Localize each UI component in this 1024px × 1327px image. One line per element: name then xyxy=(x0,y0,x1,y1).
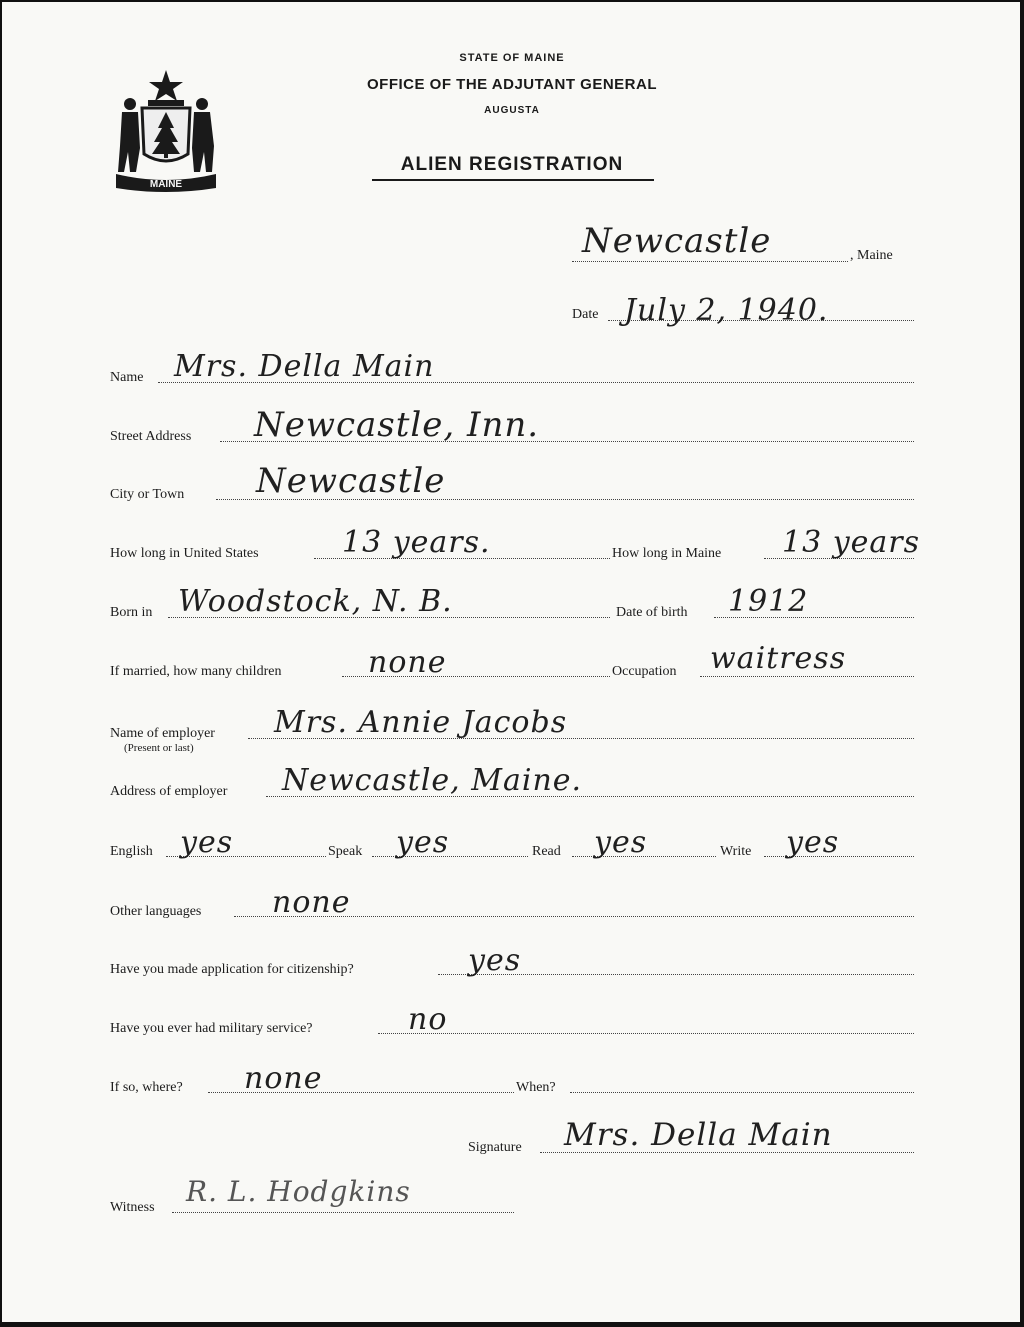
svg-text:MAINE: MAINE xyxy=(149,179,183,190)
name-label: Name xyxy=(110,370,144,385)
children-value: none xyxy=(368,645,447,680)
us-duration-label: How long in United States xyxy=(110,546,259,561)
military-service-label: Have you ever had military service? xyxy=(110,1021,313,1036)
witness-label: Witness xyxy=(110,1200,155,1215)
name-value: Mrs. Della Main xyxy=(174,349,435,384)
witness-value: R. L. Hodgkins xyxy=(186,1175,411,1208)
street-address-value: Newcastle, Inn. xyxy=(254,405,540,445)
employer-address-label: Address of employer xyxy=(110,784,228,799)
date-label: Date xyxy=(572,307,599,322)
signature-value: Mrs. Della Main xyxy=(564,1117,833,1153)
service-where-label: If so, where? xyxy=(110,1080,183,1095)
english-value: yes xyxy=(180,825,234,860)
write-label: Write xyxy=(720,844,752,859)
occupation-label: Occupation xyxy=(612,664,677,679)
state-of-maine-seal xyxy=(112,68,220,194)
write-value: yes xyxy=(786,825,840,860)
employer-address-value: Newcastle, Maine. xyxy=(282,763,583,798)
employer-name-value: Mrs. Annie Jacobs xyxy=(274,705,568,740)
form-title: ALIEN REGISTRATION xyxy=(400,154,624,175)
maine-duration-label: How long in Maine xyxy=(612,546,722,561)
other-languages-label: Other languages xyxy=(110,904,202,919)
witness-line xyxy=(172,1212,514,1213)
occupation-line xyxy=(700,676,914,677)
other-languages-value: none xyxy=(272,885,351,920)
read-value: yes xyxy=(594,825,648,860)
born-in-value: Woodstock, N. B. xyxy=(178,584,453,619)
date-of-birth-label: Date of birth xyxy=(616,605,688,620)
street-address-label: Street Address xyxy=(110,429,192,444)
employer-name-label: Name of employer xyxy=(110,726,215,741)
location-line xyxy=(572,261,848,262)
speak-value: yes xyxy=(396,825,450,860)
maine-duration-value: 13 years xyxy=(782,525,921,560)
signature-label: Signature xyxy=(468,1140,522,1155)
english-label: English xyxy=(110,844,153,859)
date-value: July 2, 1940. xyxy=(624,293,829,328)
occupation-value: waitress xyxy=(710,641,847,676)
citizenship-value: yes xyxy=(468,943,522,978)
service-where-value: none xyxy=(244,1061,323,1096)
read-label: Read xyxy=(532,844,561,859)
location-label: , Maine xyxy=(850,248,893,263)
born-in-label: Born in xyxy=(110,605,153,620)
header-office: OFFICE OF THE ADJUTANT GENERAL xyxy=(367,76,657,93)
service-when-label: When? xyxy=(516,1080,556,1095)
military-service-line xyxy=(378,1033,914,1034)
military-service-value: no xyxy=(408,1002,448,1037)
citizenship-label: Have you made application for citizenship? xyxy=(110,962,354,977)
registration-form xyxy=(2,2,1020,1322)
us-duration-value: 13 years. xyxy=(342,525,491,560)
title-underline xyxy=(372,179,654,181)
city-or-town-value: Newcastle xyxy=(256,461,446,501)
header-state: STATE OF MAINE xyxy=(459,52,565,64)
employer-name-sublabel: (Present or last) xyxy=(124,742,194,754)
header-city: AUGUSTA xyxy=(484,105,540,116)
city-or-town-label: City or Town xyxy=(110,487,185,502)
date-of-birth-value: 1912 xyxy=(728,584,809,619)
location-value: Newcastle xyxy=(582,221,772,261)
children-label: If married, how many children xyxy=(110,664,282,679)
speak-label: Speak xyxy=(328,844,363,859)
service-when-line xyxy=(570,1092,914,1093)
